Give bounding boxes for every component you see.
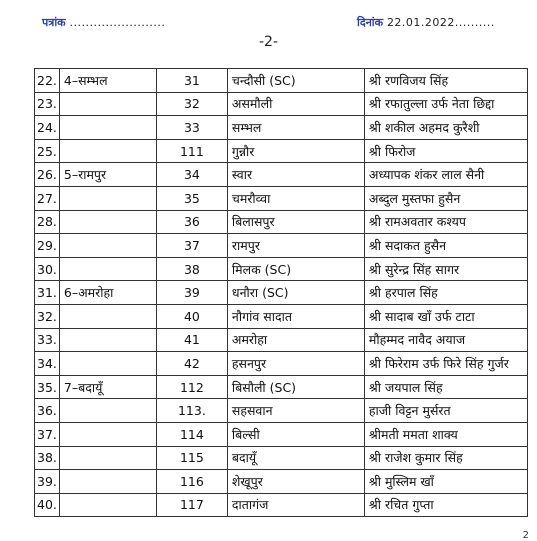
patrank-label: पत्रांक <box>42 16 66 29</box>
serial-number-cell: 39. <box>35 470 60 494</box>
table-row <box>35 92 528 116</box>
constituency-cell: दातागंज <box>227 493 364 517</box>
constituency-cell: सहसवान <box>227 399 364 423</box>
constituency-cell: सम्भल <box>227 116 364 140</box>
dinank-label: दिनांक <box>357 16 384 29</box>
ac-number-cell: 35 <box>156 186 227 210</box>
table-row <box>35 163 528 187</box>
ac-number-cell: 41 <box>156 328 227 352</box>
constituency-cell: बिलासपुर <box>227 210 364 234</box>
constituency-cell: चन्दौसी (SC) <box>227 69 364 93</box>
serial-number-cell: 27. <box>35 186 60 210</box>
district-cell <box>59 139 156 163</box>
candidate-table <box>34 68 528 517</box>
ac-number-cell: 117 <box>156 493 227 517</box>
table-row <box>35 234 528 258</box>
ac-number-cell: 39 <box>156 281 227 305</box>
table-row <box>35 304 528 328</box>
table-row <box>35 493 528 517</box>
ac-number-cell: 112 <box>156 375 227 399</box>
candidate-cell: हाजी विट्टन मुर्सरत <box>364 399 527 423</box>
constituency-cell: अमरोहा <box>227 328 364 352</box>
table-row <box>35 186 528 210</box>
table-row <box>35 281 528 305</box>
serial-number-cell: 35. <box>35 375 60 399</box>
serial-number-cell: 32. <box>35 304 60 328</box>
constituency-cell: मिलक (SC) <box>227 257 364 281</box>
ac-number-cell: 33 <box>156 116 227 140</box>
constituency-cell: हसनपुर <box>227 352 364 376</box>
serial-number-cell: 28. <box>35 210 60 234</box>
district-cell <box>59 399 156 423</box>
district-cell: 6–अमरोहा <box>59 281 156 305</box>
constituency-cell: बिल्सी <box>227 422 364 446</box>
serial-number-cell: 33. <box>35 328 60 352</box>
candidate-cell: श्री सदाकत हुसैन <box>364 234 527 258</box>
serial-number-cell: 34. <box>35 352 60 376</box>
serial-number-cell: 26. <box>35 163 60 187</box>
candidate-cell: अब्दुल मुस्तफा हुसैन <box>364 186 527 210</box>
ac-number-cell: 38 <box>156 257 227 281</box>
candidate-cell: अध्यापक शंकर लाल सैनी <box>364 163 527 187</box>
serial-number-cell: 29. <box>35 234 60 258</box>
serial-number-cell: 22. <box>35 69 60 93</box>
serial-number-cell: 37. <box>35 422 60 446</box>
constituency-cell: बिसौली (SC) <box>227 375 364 399</box>
serial-number-cell: 40. <box>35 493 60 517</box>
candidate-cell: श्री फिरेराम उर्फ फिरे सिंह गुर्जर <box>364 352 527 376</box>
candidate-cell: श्री रामअवतार कश्यप <box>364 210 527 234</box>
candidate-cell: श्रीमती ममता शाक्य <box>364 422 527 446</box>
ac-number-cell: 42 <box>156 352 227 376</box>
table-row <box>35 375 528 399</box>
serial-number-cell: 36. <box>35 399 60 423</box>
candidate-cell: श्री राजेश कुमार सिंह <box>364 446 527 470</box>
serial-number-cell: 23. <box>35 92 60 116</box>
district-cell <box>59 92 156 116</box>
candidate-cell: श्री सुरेन्द्र सिंह सागर <box>364 257 527 281</box>
district-cell <box>59 304 156 328</box>
ac-number-cell: 115 <box>156 446 227 470</box>
ac-number-cell: 111 <box>156 139 227 163</box>
dinank-value: 22.01.2022.......... <box>386 16 495 29</box>
ac-number-cell: 36 <box>156 210 227 234</box>
candidate-cell: श्री हरपाल सिंह <box>364 281 527 305</box>
district-cell <box>59 234 156 258</box>
candidate-cell: श्री रचित गुप्ता <box>364 493 527 517</box>
candidate-cell: श्री फिरोज <box>364 139 527 163</box>
district-cell <box>59 210 156 234</box>
candidate-cell: श्री शकील अहमद कुरैशी <box>364 116 527 140</box>
district-cell <box>59 422 156 446</box>
ac-number-cell: 32 <box>156 92 227 116</box>
candidate-cell: श्री जयपाल सिंह <box>364 375 527 399</box>
table-row <box>35 257 528 281</box>
candidate-cell: श्री रफातुल्ला उर्फ नेता छिद्दा <box>364 92 527 116</box>
table-row <box>35 399 528 423</box>
ac-number-cell: 37 <box>156 234 227 258</box>
serial-number-cell: 30. <box>35 257 60 281</box>
table-row <box>35 116 528 140</box>
district-cell <box>59 328 156 352</box>
district-cell <box>59 116 156 140</box>
district-cell <box>59 352 156 376</box>
constituency-cell: असमौली <box>227 92 364 116</box>
constituency-cell: बदायूँ <box>227 446 364 470</box>
constituency-cell: चमरौव्वा <box>227 186 364 210</box>
candidate-cell: मौहम्मद नावैद अयाज <box>364 328 527 352</box>
district-cell: 4–सम्भल <box>59 69 156 93</box>
table-row <box>35 69 528 93</box>
constituency-cell: गुन्नौर <box>227 139 364 163</box>
serial-number-cell: 25. <box>35 139 60 163</box>
dinank-field <box>357 15 495 30</box>
constituency-cell: रामपुर <box>227 234 364 258</box>
ac-number-cell: 34 <box>156 163 227 187</box>
table-row <box>35 446 528 470</box>
constituency-cell: नौगांव सादात <box>227 304 364 328</box>
serial-number-cell: 38. <box>35 446 60 470</box>
serial-number-cell: 31. <box>35 281 60 305</box>
district-cell <box>59 257 156 281</box>
district-cell <box>59 186 156 210</box>
district-cell <box>59 446 156 470</box>
patrank-value: ........................ <box>69 16 166 29</box>
table-row <box>35 210 528 234</box>
district-cell: 7–बदायूँ <box>59 375 156 399</box>
candidate-cell: श्री सादाब खाँ उर्फ टाटा <box>364 304 527 328</box>
district-cell <box>59 470 156 494</box>
constituency-cell: धनौरा (SC) <box>227 281 364 305</box>
candidate-cell: श्री रणविजय सिंह <box>364 69 527 93</box>
ac-number-cell: 114 <box>156 422 227 446</box>
candidate-cell: श्री मुस्लिम खाँ <box>364 470 527 494</box>
patrank-field <box>42 15 165 30</box>
table-row <box>35 470 528 494</box>
ac-number-cell: 113. <box>156 399 227 423</box>
ac-number-cell: 40 <box>156 304 227 328</box>
table-row <box>35 328 528 352</box>
table-row <box>35 352 528 376</box>
ac-number-cell: 116 <box>156 470 227 494</box>
constituency-cell: स्वार <box>227 163 364 187</box>
district-cell: 5–रामपुर <box>59 163 156 187</box>
table-row <box>35 422 528 446</box>
constituency-cell: शेखूपुर <box>227 470 364 494</box>
ac-number-cell: 31 <box>156 69 227 93</box>
page-number: -2- <box>258 34 278 50</box>
next-page-number: 2 <box>522 530 529 541</box>
table-row <box>35 139 528 163</box>
district-cell <box>59 493 156 517</box>
serial-number-cell: 24. <box>35 116 60 140</box>
